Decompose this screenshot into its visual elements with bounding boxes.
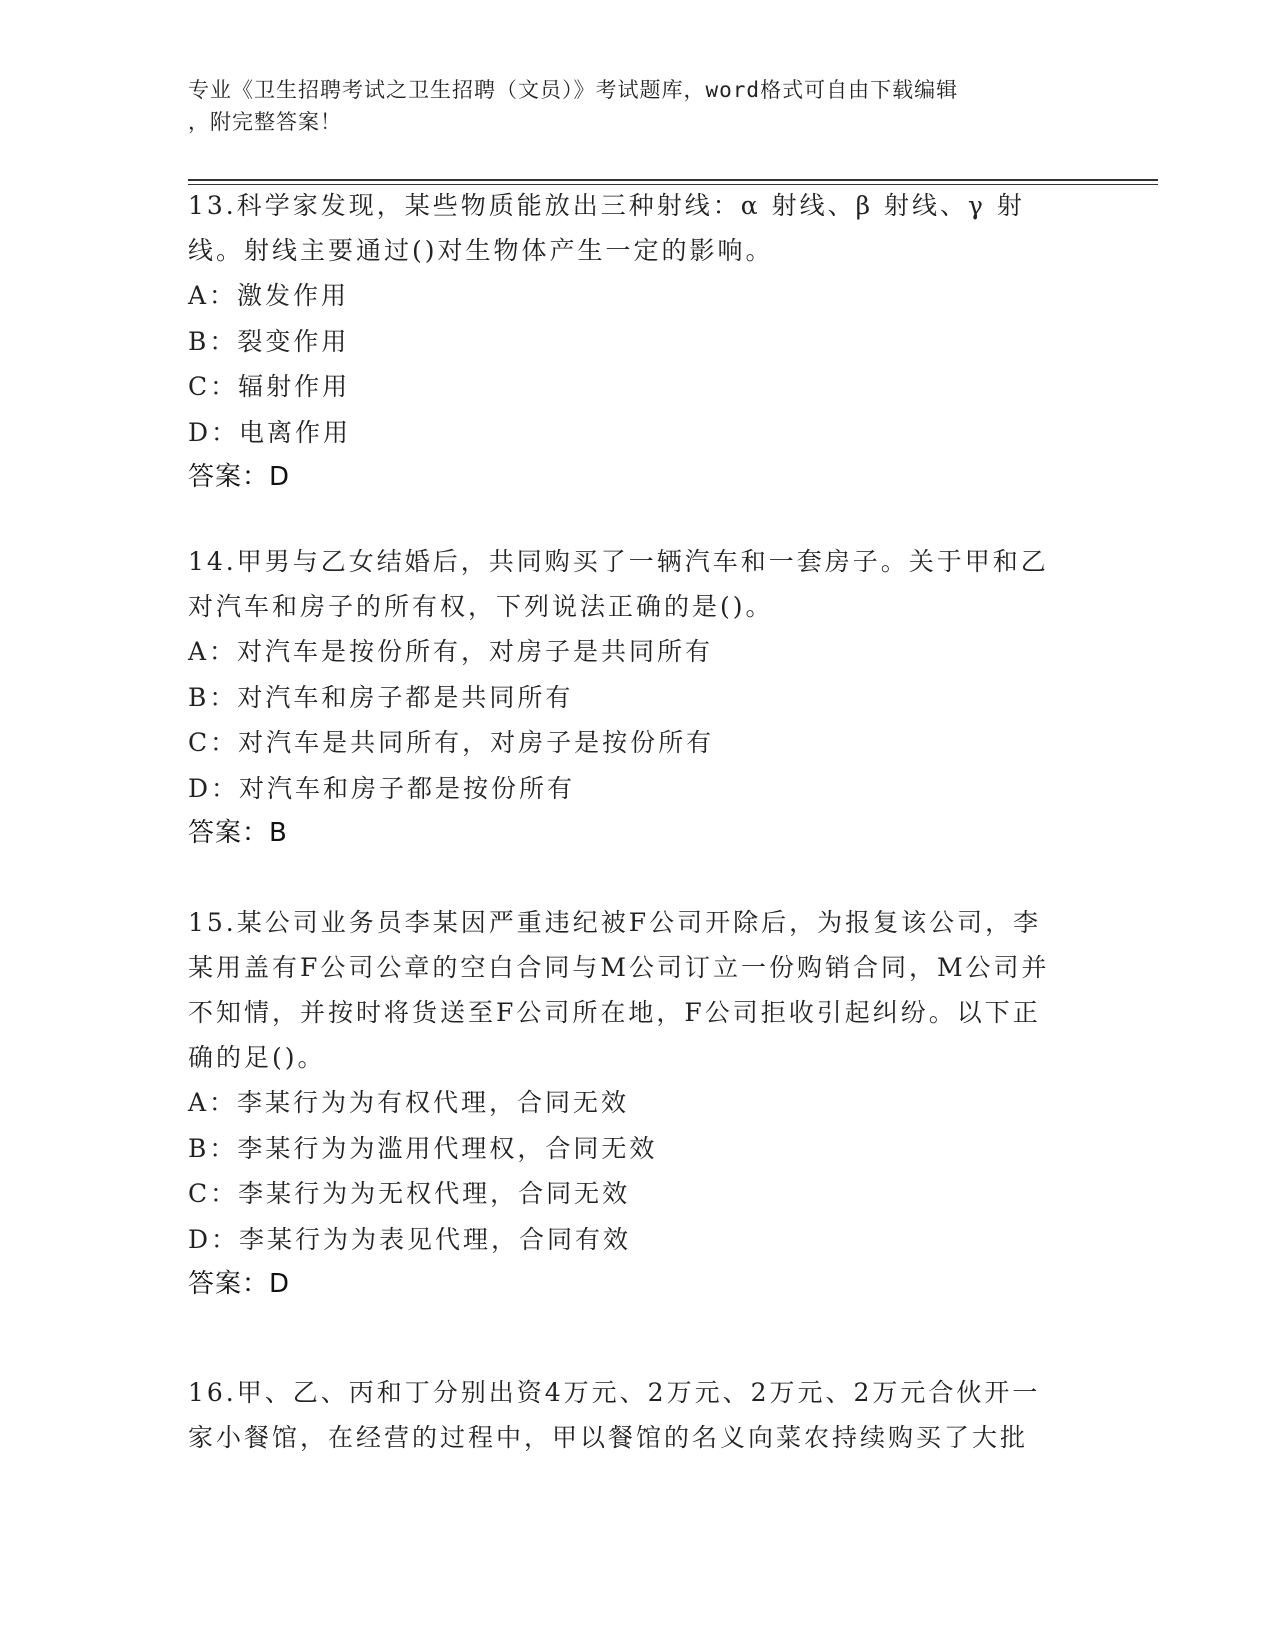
question-14-option-c: C：对汽车是共同所有，对房子是按份所有 [188,728,715,757]
question-13-line-2: 线。射线主要通过()对生物体产生一定的影响。 [188,236,774,265]
question-13-option-d: D：电离作用 [188,417,352,447]
question-15-option-a: A：李某行为为有权代理，合同无效 [188,1088,630,1117]
question-15-line-3: 不知情，并按时将货送至F公司所在地，F公司拒收引起纠纷。以下正 [188,998,1041,1027]
document-header [188,74,1068,138]
question-15-option-b: B：李某行为为滥用代理权，合同无效 [188,1133,658,1163]
question-16-line-1: 16.甲、乙、丙和丁分别出资4万元、2万元、2万元、2万元合伙开一 [188,1378,1041,1407]
question-14-option-a: A：对汽车是按份所有，对房子是共同所有 [188,637,714,666]
question-14-option-d: D：对汽车和房子都是按份所有 [188,773,576,803]
header-line-1: 专业《卫生招聘考试之卫生招聘（文员）》考试题库，word格式可自由下载编辑 [188,78,959,102]
question-13-line-1: 13.科学家发现，某些物质能放出三种射线：α 射线、β 射线、γ 射 [188,191,1025,220]
question-16 [188,1370,1088,1460]
question-15-line-2: 某用盖有F公司公章的空白合同与M公司订立一份购销合同，M公司并 [188,953,1050,982]
question-13-option-b: B：裂变作用 [188,326,350,356]
question-14 [188,539,1088,856]
question-14-line-2: 对汽车和房子的所有权，下列说法正确的是()。 [188,592,774,621]
question-15-option-d: D：李某行为为表见代理，合同有效 [188,1224,632,1254]
question-15 [188,900,1088,1307]
question-14-answer: 答案：B [188,818,288,848]
header-line-2: ，附完整答案！ [188,110,342,134]
question-15-answer: 答案：D [188,1269,291,1299]
question-14-line-1: 14.甲男与乙女结婚后，共同购买了一辆汽车和一套房子。关于甲和乙 [188,547,1049,576]
question-16-line-2: 家小餐馆，在经营的过程中，甲以餐馆的名义向菜农持续购买了大批 [188,1423,1029,1452]
question-13 [188,183,1088,500]
question-13-option-a: A：激发作用 [188,281,350,310]
header-divider-thick [188,179,1158,181]
question-14-option-b: B：对汽车和房子都是共同所有 [188,682,574,712]
question-13-answer: 答案：D [188,462,291,492]
question-15-option-c: C：李某行为为无权代理，合同无效 [188,1179,631,1208]
question-13-option-c: C：辐射作用 [188,372,351,401]
question-15-line-1: 15.某公司业务员李某因严重违纪被F公司开除后，为报复该公司，李 [188,908,1042,937]
question-15-line-4: 确的足()。 [188,1043,326,1072]
